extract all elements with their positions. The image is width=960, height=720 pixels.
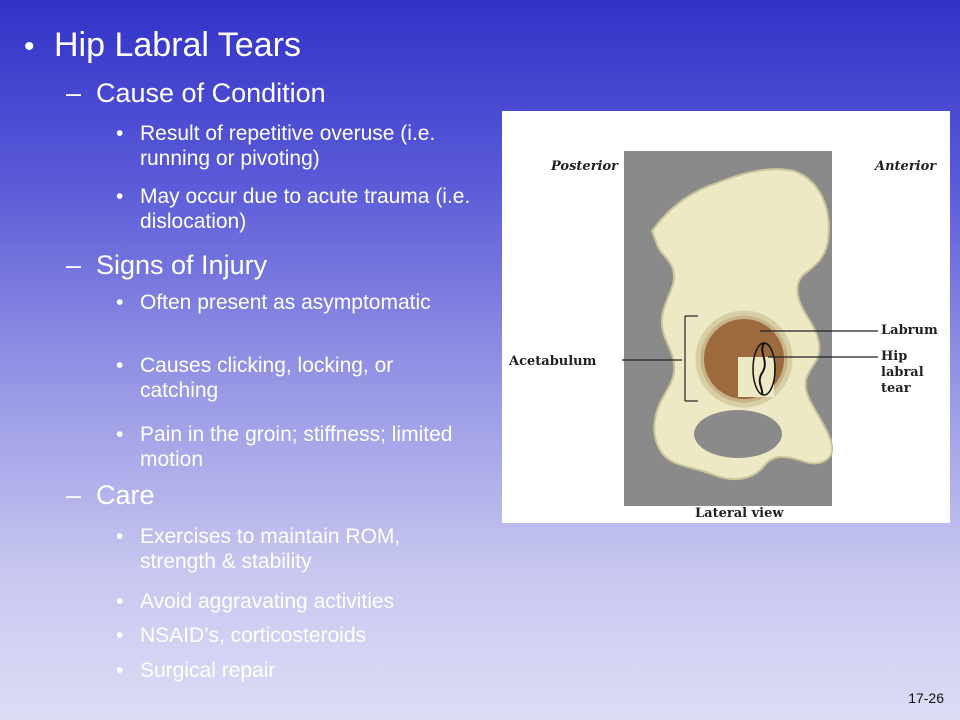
list-item [116,121,476,171]
slide-number: 17-26 [908,690,944,706]
list-item-text: Pain in the groin; stiffness; limited motion [140,423,453,471]
anterior-label: Anterior [875,159,937,174]
dash-icon: – [66,250,82,280]
figure-caption: Lateral view [695,506,784,521]
list-item [116,623,476,648]
section-heading-cause [66,78,326,109]
bullet-icon: • [116,291,124,314]
list-item [116,524,476,574]
list-item [116,589,476,614]
section-heading-care [66,480,155,511]
section-heading-label: Signs of Injury [96,250,268,280]
list-item-text: Result of repetitive overuse (i.e. running or pivoting) [140,122,436,170]
list-item-text: Exercises to maintain ROM, strength & stability [140,525,401,573]
hip-labral-tear-label: Hip labral tear [881,349,924,396]
list-item [116,290,476,315]
bullet-icon: • [116,122,124,145]
bullet-icon: • [116,659,124,682]
bullet-icon: • [116,354,124,377]
section-heading-label: Care [96,480,155,510]
bullet-icon: • [24,30,35,63]
hip-bone-figure [502,111,950,523]
obturator-foramen [694,410,782,458]
section-heading-signs [66,250,267,281]
bullet-icon: • [116,624,124,647]
list-item [116,184,476,234]
list-item [116,353,476,403]
list-item-text: Surgical repair [140,659,276,682]
section-heading-label: Cause of Condition [96,78,326,108]
slide-title: Hip Labral Tears [54,26,301,64]
acetabular-notch [738,357,774,397]
bullet-icon: • [116,590,124,613]
list-item-text: Causes clicking, locking, or catching [140,354,394,402]
posterior-label: Posterior [551,159,618,174]
bullet-icon: • [116,423,124,446]
acetabulum-label: Acetabulum [509,354,597,369]
bullet-icon: • [116,185,124,208]
list-item [116,422,476,472]
bullet-icon: • [116,525,124,548]
labrum-label: Labrum [881,323,938,338]
list-item [116,658,476,683]
list-item-text: May occur due to acute trauma (i.e. dislocation) [140,185,471,233]
list-item-text: NSAID’s, corticosteroids [140,624,367,647]
list-item-text: Avoid aggravating activities [140,590,395,613]
list-item-text: Often present as asymptomatic [140,291,431,314]
dash-icon: – [66,78,82,108]
title-row [24,26,301,65]
dash-icon: – [66,480,82,510]
